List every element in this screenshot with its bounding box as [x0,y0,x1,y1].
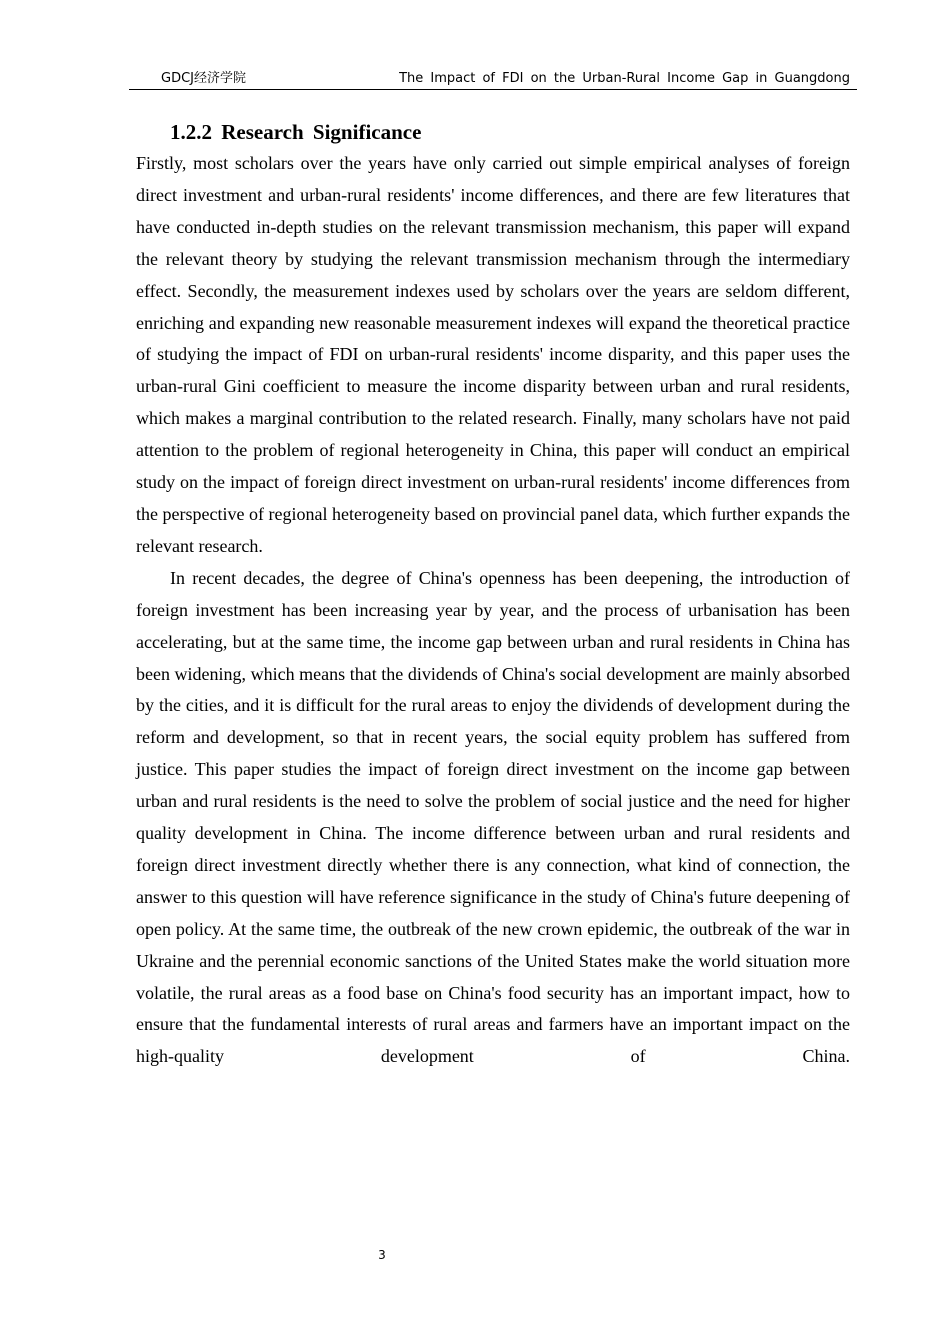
section-heading: 1.2.2 Research Significance [170,120,422,144]
body-text [136,148,850,1073]
running-header-institution: GDCJ经济学院 [161,71,246,86]
running-header-title: The Impact of FDI on the Urban-Rural Income Gap in Guangdong [399,71,850,86]
header-divider [129,89,857,90]
paragraph-2: In recent decades, the degree of China's openness has been deepening, the introduction of foreign investment has been increasing year by year, and the process of urbanisation has been accelerating, but at the same time, the income gap between urban and rural residents in China has been widening, which means that the dividends of China's social development are mainly absorbed by the cities, and it is difficult for the rural areas to enjoy the dividends of development during the reform and development, so that in recent years, the social equity problem has suffered from justice. This paper studies the impact of foreign direct investment on the income gap between urban and rural residents is the need to solve the problem of social justice and the need for higher quality development in China. The income difference between urban and rural residents and foreign direct investment directly whether there is any connection, what kind of connection, the answer to this question will have reference significance in the study of China's future deepening of open policy. At the same time, the outbreak of the new crown epidemic, the outbreak of the war in Ukraine and the perennial economic sanctions of the United States make the world situation more volatile, the rural areas as a food base on China's food security has an important impact, how to ensure that the fundamental interests of rural areas and farmers have an important impact on the high-quality development of China. [136,567,850,1067]
paragraph-1: Firstly, most scholars over the years have only carried out simple empirical analyses of foreign direct investment and urban-rural residents' income differences, and there are few literatures that have conducted in-depth studies on the relevant transmission mechanism, this paper will expand the relevant theory by studying the relevant transmission mechanism through the intermediary effect. Secondly, the measurement indexes used by scholars over the years are seldom different, enriching and expanding new reasonable measurement indexes will expand the theoretical practice of studying the impact of FDI on urban-rural residents' income disparity, and this paper uses the urban-rural Gini coefficient to measure the income disparity between urban and rural residents, which makes a marginal contribution to the related research. Finally, many scholars have not paid attention to the problem of regional heterogeneity in China, this paper will conduct an empirical study on the impact of foreign direct investment on urban-rural residents' income differences from the perspective of regional heterogeneity based on provincial panel data, which further expands the relevant research. [136,153,850,556]
page-number: 3 [378,1248,386,1262]
